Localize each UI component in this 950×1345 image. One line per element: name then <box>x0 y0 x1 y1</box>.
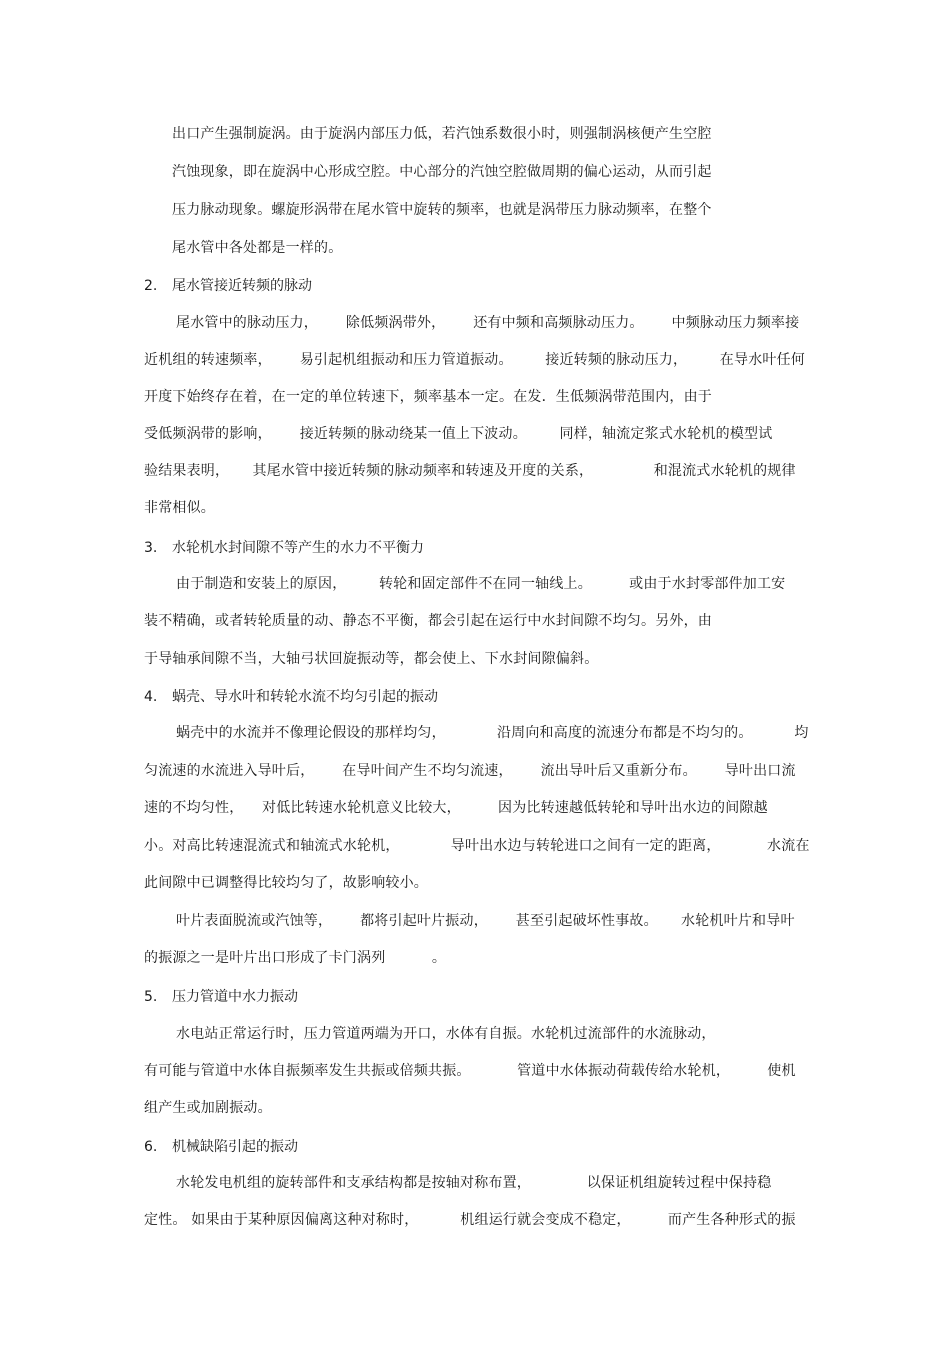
section-heading-6 <box>144 1137 298 1157</box>
section-title: 压力管道中水力振动 <box>172 989 298 1005</box>
paragraph-line: 非常相似。 <box>144 500 215 516</box>
section-number: 6. <box>144 1139 158 1155</box>
paragraph-line: 有可能与管道中水体自振频率发生共振或倍频共振。 管道中水体振动荷载传给水轮机， 使机 <box>144 1063 796 1079</box>
section-heading-2 <box>144 276 312 296</box>
paragraph-line: 蜗壳中的水流并不像理论假设的那样均匀， 沿周向和高度的流速分布都是不均匀的。 均 <box>176 725 809 741</box>
section-title: 蜗壳、导水叶和转轮水流不均匀引起的振动 <box>172 689 438 705</box>
paragraph-line: 组产生或加剧振动。 <box>144 1100 272 1116</box>
paragraph-line: 开度下始终存在着，在一定的单位转速下，频率基本一定。在发．生低频涡带范围内，由于 <box>144 389 712 405</box>
section-title: 水轮机水封间隙不等产生的水力不平衡力 <box>172 540 424 556</box>
section-heading-4 <box>144 687 438 707</box>
section-number: 5. <box>144 989 158 1005</box>
paragraph-line: 的振源之一是叶片出口形成了卡门涡列 。 <box>144 950 447 966</box>
section-number: 2. <box>144 278 158 294</box>
section-title: 尾水管接近转频的脉动 <box>172 278 312 294</box>
paragraph-line: 速的不均匀性， 对低比转速水轮机意义比较大， 因为比转速越低转轮和导叶出水边的间隙越 <box>144 800 768 816</box>
paragraph-line: 受低频涡带的影响， 接近转频的脉动绕某一值上下波动。 同样，轴流定浆式水轮机的模型试 <box>144 426 773 442</box>
paragraph-line: 水电站正常运行时，压力管道两端为开口，水体有自振。水轮机过流部件的水流脉动， <box>176 1026 716 1042</box>
paragraph-line: 近机组的转速频率， 易引起机组振动和压力管道振动。 接近转频的脉动压力， 在导水叶任何 <box>144 352 806 368</box>
paragraph-line: 匀流速的水流进入导叶后， 在导叶间产生不均匀流速， 流出导叶后又重新分布。 导叶出口流 <box>144 763 796 779</box>
paragraph-line: 此间隙中已调整得比较均匀了，故影响较小。 <box>144 875 428 891</box>
section-number: 3. <box>144 540 158 556</box>
paragraph-line: 于导轴承间隙不当，大轴弓状回旋振动等，都会使上、下水封间隙偏斜。 <box>144 651 599 667</box>
section-heading-5 <box>144 987 298 1007</box>
paragraph-line: 装不精确，或者转轮质量的动、静态不平衡，都会引起在运行中水封间隙不均匀。另外，由 <box>144 613 712 629</box>
paragraph-line: 叶片表面脱流或汽蚀等， 都将引起叶片振动， 甚至引起破坏性事故。 水轮机叶片和导叶 <box>176 913 795 929</box>
paragraph-line: 汽蚀现象，即在旋涡中心形成空腔。中心部分的汽蚀空腔做周期的偏心运动，从而引起 <box>172 164 712 180</box>
paragraph-line: 尾水管中各处都是一样的。 <box>172 240 343 256</box>
section-heading-3 <box>144 538 424 558</box>
paragraph-line: 压力脉动现象。螺旋形涡带在尾水管中旋转的频率，也就是涡带压力脉动频率，在整个 <box>172 202 712 218</box>
section-number: 4. <box>144 689 158 705</box>
paragraph-line: 水轮发电机组的旋转部件和支承结构都是按轴对称布置， 以保证机组旋转过程中保持稳 <box>176 1175 772 1191</box>
paragraph-line: 小。对高比转速混流式和轴流式水轮机， 导叶出水边与转轮进口之间有一定的距离， 水流在 <box>144 838 810 854</box>
paragraph-line: 验结果表明， 其尾水管中接近转频的脉动频率和转速及开度的关系， 和混流式水轮机的规律 <box>144 463 796 479</box>
paragraph-line: 定性。 如果由于某种原因偏离这种对称时， 机组运行就会变成不稳定， 而产生各种形式的振 <box>144 1212 796 1228</box>
paragraph-line: 由于制造和安装上的原因， 转轮和固定部件不在同一轴线上。 或由于水封零部件加工安 <box>176 576 786 592</box>
paragraph-line: 出口产生强制旋涡。由于旋涡内部压力低，若汽蚀系数很小时，则强制涡核便产生空腔 <box>172 126 712 142</box>
section-title: 机械缺陷引起的振动 <box>172 1139 298 1155</box>
paragraph-line: 尾水管中的脉动压力， 除低频涡带外， 还有中频和高频脉动压力。 中频脉动压力频率接 <box>176 315 800 331</box>
